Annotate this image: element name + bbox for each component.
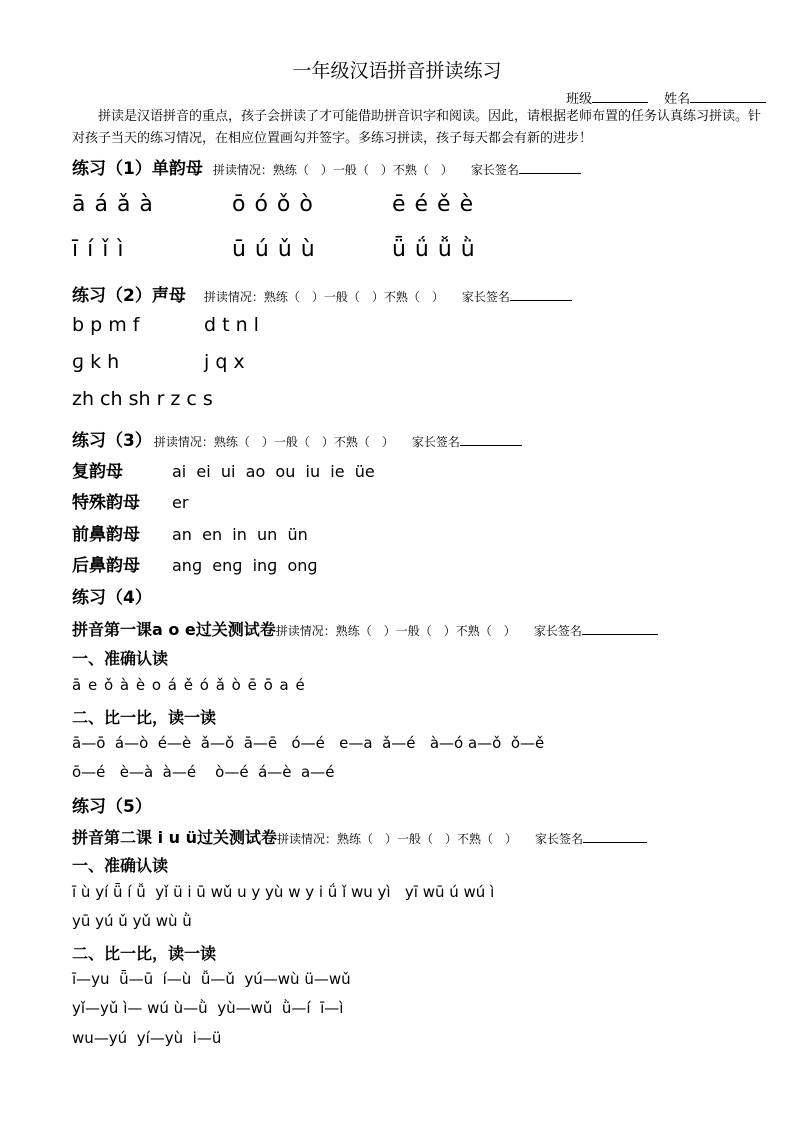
ex3-title: 练习（3） xyxy=(72,431,152,451)
ex2-title: 练习（2）声母 xyxy=(72,286,186,306)
ex2-row1-a: b p m f xyxy=(72,314,140,336)
ex3-sign-blank[interactable] xyxy=(460,433,522,446)
ex4-lesson-header xyxy=(72,617,658,640)
ex1-row2 xyxy=(72,237,476,262)
ex2-sign-blank[interactable] xyxy=(510,288,572,301)
ex2-status: 拼读情况：熟练（ ）一般（ ）不熟（ ） xyxy=(203,290,444,304)
ex4-status: 拼读情况：熟练（ ）一般（ ）不熟（ ） xyxy=(275,624,516,638)
ex3-items-back-nasal: anɡ enɡ inɡ onɡ xyxy=(172,556,318,575)
ex1-title: 练习（1）单韵母 xyxy=(72,159,203,179)
ex1-status: 拼读情况：熟练（ ）一般（ ）不熟（ ） xyxy=(212,163,453,177)
name-blank[interactable] xyxy=(690,90,766,103)
ex4-lesson-title: 拼音第一课a o e过关测试卷 xyxy=(72,620,276,639)
ex5-part1-line1: ī ù yí ǖ í ǚ yǐ ü i ū wǔ u y yù w y i ǘ ǐ wu yì yī wū ú wú ì xyxy=(72,883,495,901)
ex5-part2-line1: ī—yu ǖ—ū í—ù ǚ—ǔ yú—wù ü—wǔ xyxy=(72,970,351,988)
ex3-row-special xyxy=(72,488,188,513)
ex5-part2-line3: wu—yú yí—yù i—ü xyxy=(72,1029,222,1047)
ex3-label-compound: 复韵母 xyxy=(72,462,123,482)
ex3-label-special: 特殊韵母 xyxy=(72,493,140,513)
ex3-header xyxy=(72,426,522,451)
ex2-row1-b: d t n l xyxy=(204,314,259,336)
ex2-row2 xyxy=(72,351,245,373)
ex4-sign-blank[interactable] xyxy=(582,622,658,635)
ex5-part1-line2: yū yú ǔ yǔ wù ǜ xyxy=(72,912,192,930)
ex3-row-front-nasal xyxy=(72,520,308,545)
ex3-label-front-nasal: 前鼻韵母 xyxy=(72,525,140,545)
ex2-row3: zh ch sh r z c s xyxy=(72,388,213,410)
ex4-sign-label: 家长签名 xyxy=(533,624,582,638)
ex4-part2-line2: ō—é è—à à—é ò—é á—è a—é xyxy=(72,763,335,781)
class-label: 班级 xyxy=(566,92,593,107)
ex4-part2-title: 二、比一比，读一读 xyxy=(72,708,217,727)
ex5-sign-blank[interactable] xyxy=(583,830,647,843)
ex4-part1-line: ā e ǒ à è o á ě ó ǎ ò ē ō a é xyxy=(72,676,305,694)
ex5-lesson-title: 拼音第二课 i u ü过关测试卷 xyxy=(72,828,277,847)
ex5-lesson-header xyxy=(72,825,647,848)
ex3-status: 拼读情况：熟练（ ）一般（ ）不熟（ ） xyxy=(153,435,394,449)
intro-paragraph: 拼读是汉语拼音的重点，孩子会拼读了才可能借助拼音识字和阅读。因此，请根据老师布置的任务认真练习拼读。针对孩子当天的练习情况，在相应位置画勾并签字。多练习拼读，孩子每天都会有新的进步！ xyxy=(72,109,762,146)
ex3-items-special: er xyxy=(172,493,189,512)
ex5-part2-title: 二、比一比，读一读 xyxy=(72,944,217,963)
ex1-row2-i: ī í ǐ ì xyxy=(72,237,125,262)
ex2-row2-b: j q x xyxy=(204,351,245,373)
ex2-row1 xyxy=(72,314,259,336)
ex5-part2-line2: yǐ—yǔ ì— wú ù—ǜ yù—wǔ ǜ—í ī—ì xyxy=(72,999,344,1017)
ex2-header xyxy=(72,281,572,306)
ex2-sign-label: 家长签名 xyxy=(461,290,510,304)
ex1-row1-a: ā á ǎ à xyxy=(72,192,154,217)
ex1-sign-blank[interactable] xyxy=(519,161,581,174)
ex3-label-back-nasal: 后鼻韵母 xyxy=(72,556,140,576)
ex5-title: 练习（5） xyxy=(72,797,152,817)
ex1-header xyxy=(72,154,581,179)
ex3-sign-label: 家长签名 xyxy=(411,435,460,449)
ex3-row-compound xyxy=(72,457,375,482)
ex3-items-compound: ai ei ui ao ou iu ie üe xyxy=(172,462,375,481)
ex4-part2-line1: ā—ō á—ò é—è ǎ—ǒ ā—ē ó—é e—a ǎ—é à—ó a—ǒ ǒ—ě xyxy=(72,734,545,752)
ex3-items-front-nasal: an en in un ün xyxy=(172,525,308,544)
ex1-row2-u: ū ú ǔ ù xyxy=(232,237,316,262)
name-label: 姓名 xyxy=(664,92,691,107)
ex4-title: 练习（4） xyxy=(72,588,152,608)
ex1-sign-label: 家长签名 xyxy=(470,163,519,177)
class-blank[interactable] xyxy=(592,90,648,103)
class-name-fields xyxy=(566,88,766,107)
ex4-part1-title: 一、准确认读 xyxy=(72,649,169,668)
ex1-row2-v: ǖ ǘ ǚ ǜ xyxy=(392,237,476,262)
ex3-row-back-nasal xyxy=(72,551,318,576)
ex1-row1 xyxy=(72,192,474,217)
page-title: 一年级汉语拼音拼读练习 xyxy=(292,60,502,82)
ex1-row1-e: ē é ě è xyxy=(392,192,475,217)
ex5-part1-title: 一、准确认读 xyxy=(72,856,169,875)
ex1-row1-o: ō ó ǒ ò xyxy=(232,192,314,217)
ex2-row2-a: ɡ k h xyxy=(72,351,120,373)
ex5-status: 拼读情况：熟练（ ）一般（ ）不熟（ ） xyxy=(276,832,517,846)
ex5-sign-label: 家长签名 xyxy=(535,832,584,846)
